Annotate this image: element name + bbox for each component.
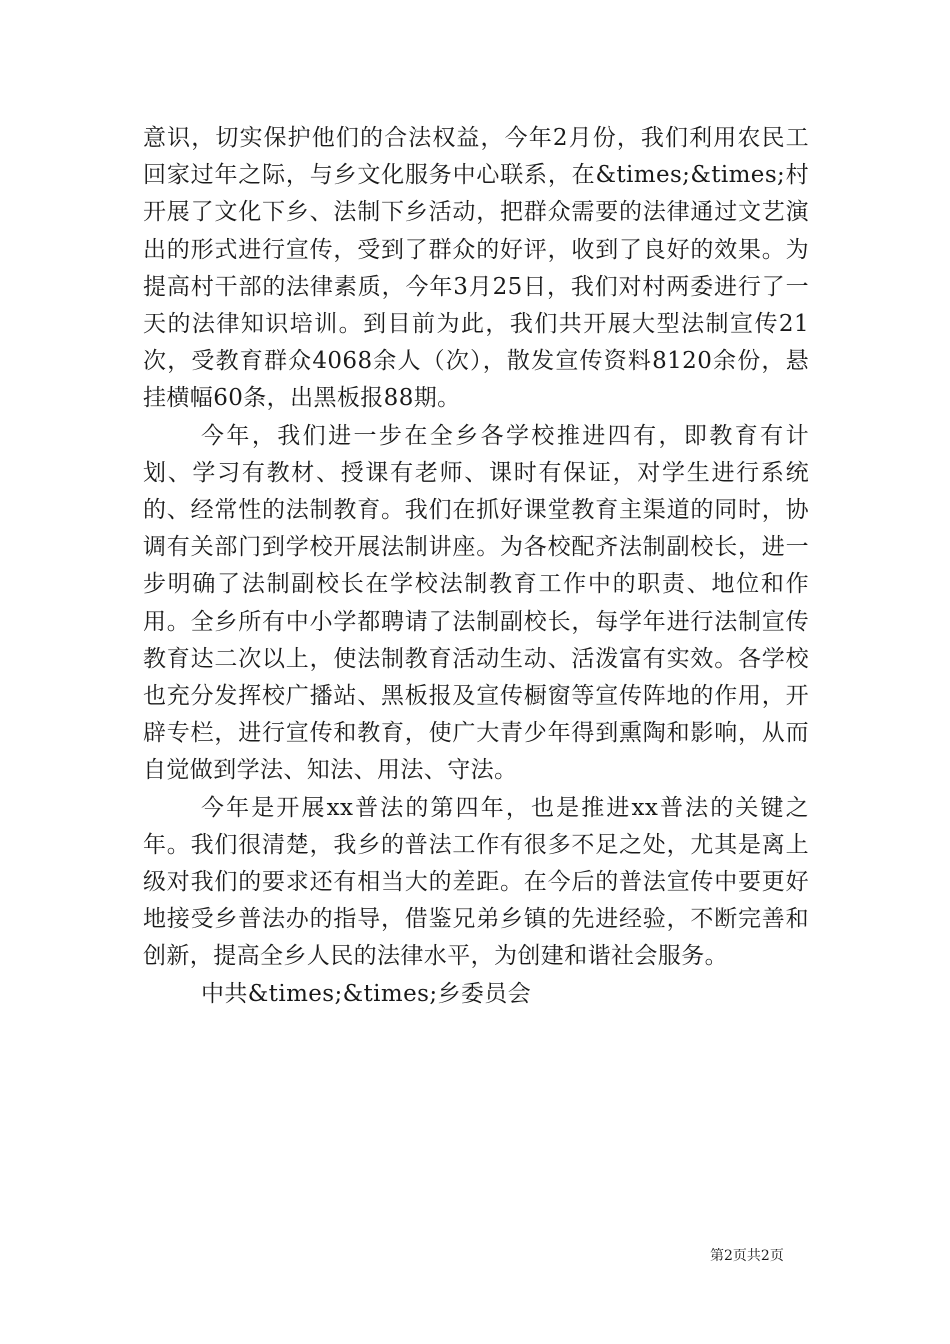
page-number: 第2页共2页: [710, 1248, 784, 1264]
paragraph-legal-rights: 意识，切实保护他们的合法权益，今年2月份，我们利用农民工回家过年之际，与乡文化服务中心联系，在&times;&times;村开展了文化下乡、法制下乡活动，把群众需要的法律通过文艺演出的形式进行宣传，受到了群众的好评，收到了良好的效果。为提高村干部的法律素质，今年3月25日，我们对村两委进行了一天的法律知识培训。到目前为此，我们共开展大型法制宣传21次，受教育群众4068余人（次），散发宣传资料8120余份，悬挂横幅60条，出黑板报88期。: [143, 125, 809, 412]
paragraph-school-education: 今年，我们进一步在全乡各学校推进四有，即教育有计划、学习有教材、授课有老师、课时有保证，对学生进行系统的、经常性的法制教育。我们在抓好课堂教育主渠道的同时，协调有关部门到学校开展法制讲座。为各校配齐法制副校长，进一步明确了法制副校长在学校法制教育工作中的职责、地位和作用。全乡所有中小学都聘请了法制副校长，每学年进行法制宣传教育达二次以上，使法制教育活动生动、活泼富有实效。各学校也充分发挥校广播站、黑板报及宣传橱窗等宣传阵地的作用，开辟专栏，进行宣传和教育，使广大青少年得到熏陶和影响，从而自觉做到学法、知法、用法、守法。: [143, 422, 809, 784]
paragraph-conclusion: 今年是开展xx普法的第四年，也是推进xx普法的关键之年。我们很清楚，我乡的普法工作有很多不足之处，尤其是离上级对我们的要求还有相当大的差距。在今后的普法宣传中要更好地接受乡普法办的指导，借鉴兄弟乡镇的先进经验，不断完善和创新，提高全乡人民的法律水平，为创建和谐社会服务。: [143, 794, 809, 970]
document-body: [143, 120, 809, 1013]
signature-line: 中共&times;&times;乡委员会: [201, 980, 532, 1007]
